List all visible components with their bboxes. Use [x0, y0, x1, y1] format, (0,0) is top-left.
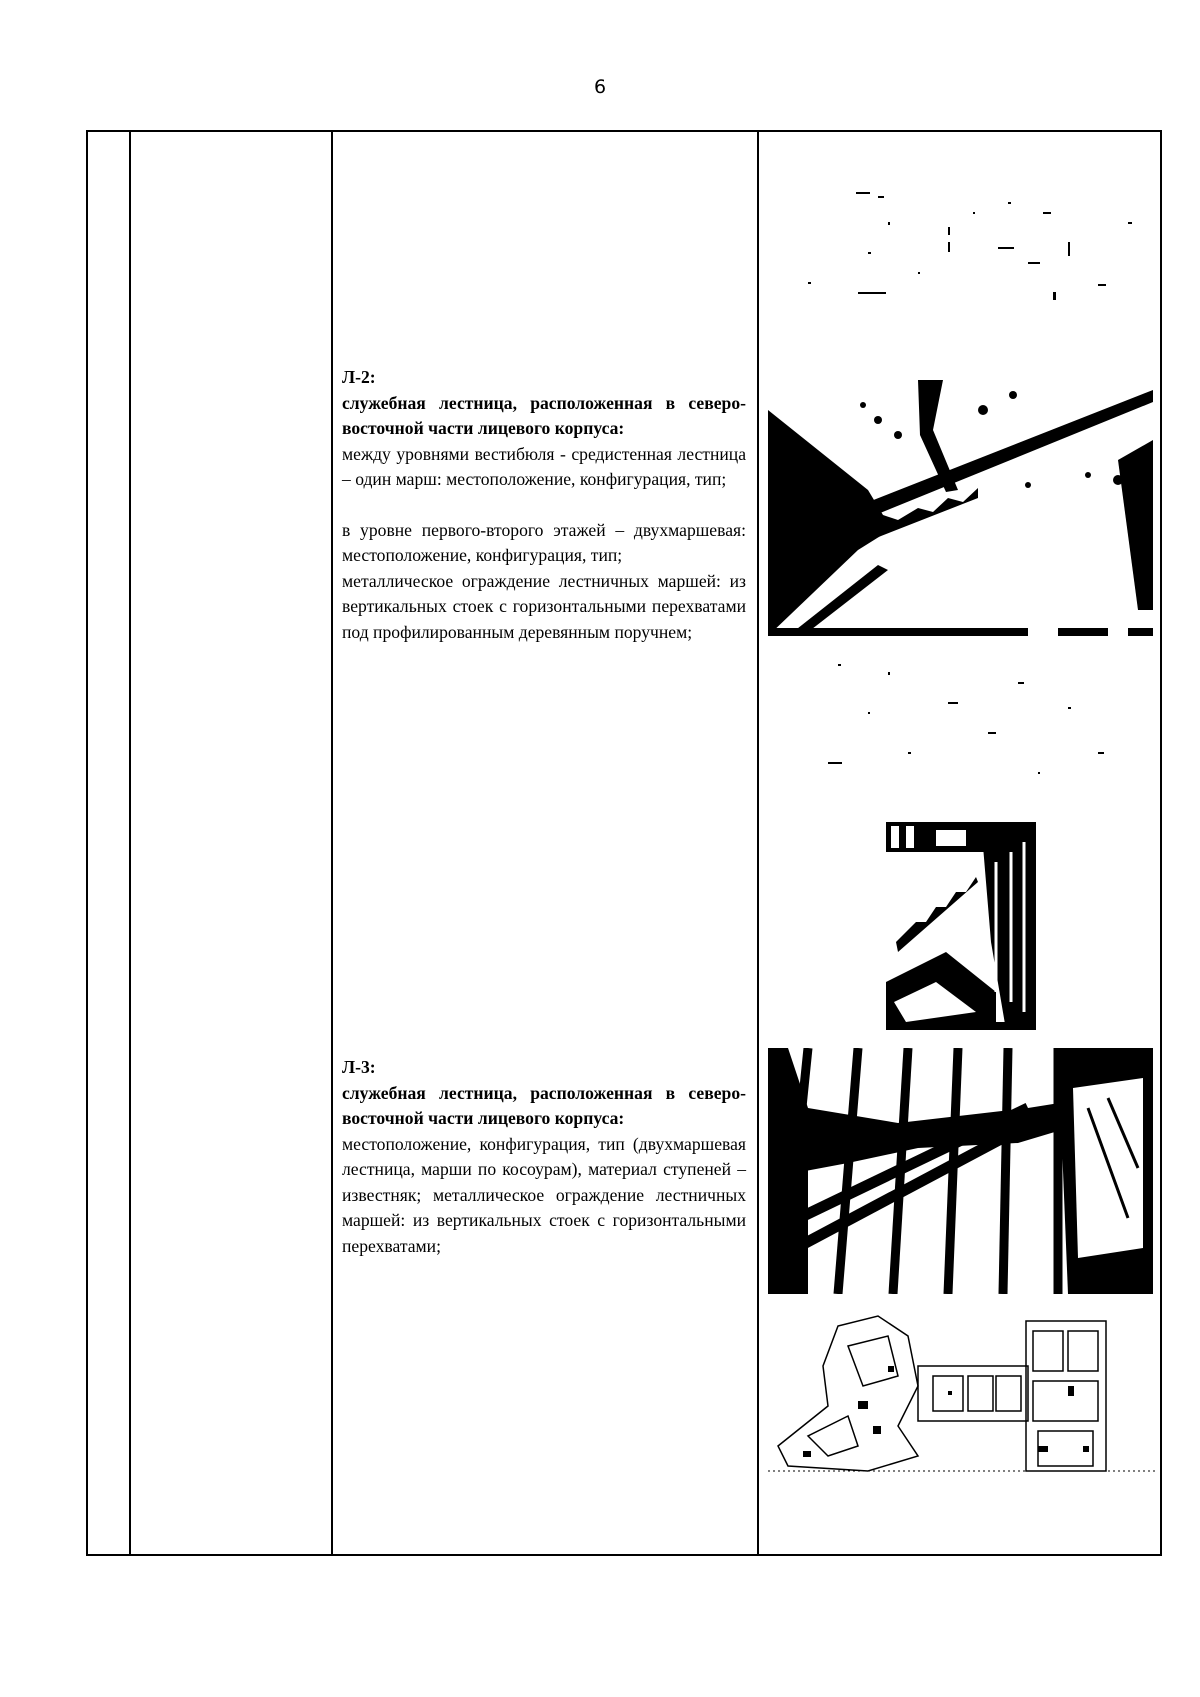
- page-number: 6: [593, 76, 607, 98]
- column-divider: [129, 132, 131, 1554]
- entry-paragraph: металлическое ограждение лестничных маршей: из вертикальных стоек с горизонтальными перехватами под профилированным деревянным поручнем;: [342, 570, 746, 642]
- entry-l3: [342, 1055, 746, 1259]
- column-divider: [331, 132, 333, 1554]
- entry-code: Л-2:: [342, 367, 376, 387]
- entry-heading: служебная лестница, расположенная в северо-восточной части лицевого корпуса:: [342, 392, 746, 438]
- scan-noise-photo: [768, 152, 1156, 332]
- stair-l2-second-photo: [886, 822, 1036, 1030]
- entry-code: Л-3:: [342, 1057, 376, 1077]
- entry-heading: служебная лестница, расположенная в северо-восточной части лицевого корпуса:: [342, 1082, 746, 1128]
- scan-noise-photo: [768, 652, 1156, 792]
- column-divider: [757, 132, 759, 1554]
- stair-l3-photo: [768, 1048, 1153, 1294]
- entry-l2: [342, 365, 746, 645]
- monument-table: [86, 130, 1162, 1556]
- stair-l2-photo: [768, 380, 1153, 636]
- entry-paragraph: между уровнями вестибюля - средистенная лестница – один марш: местоположение, конфигурация, тип;: [342, 443, 746, 489]
- entry-paragraph: в уровне первого-второго этажей – двухмаршевая: местоположение, конфигурация, тип;: [342, 519, 746, 565]
- floor-plan-image: [768, 1306, 1158, 1476]
- entry-paragraph: местоположение, конфигурация, тип (двухмаршевая лестница, марши по косоурам), материал ступеней – известняк; металлическое ограждение лестничных маршей: из вертикальных стоек с горизонтальными перехватами;: [342, 1133, 746, 1256]
